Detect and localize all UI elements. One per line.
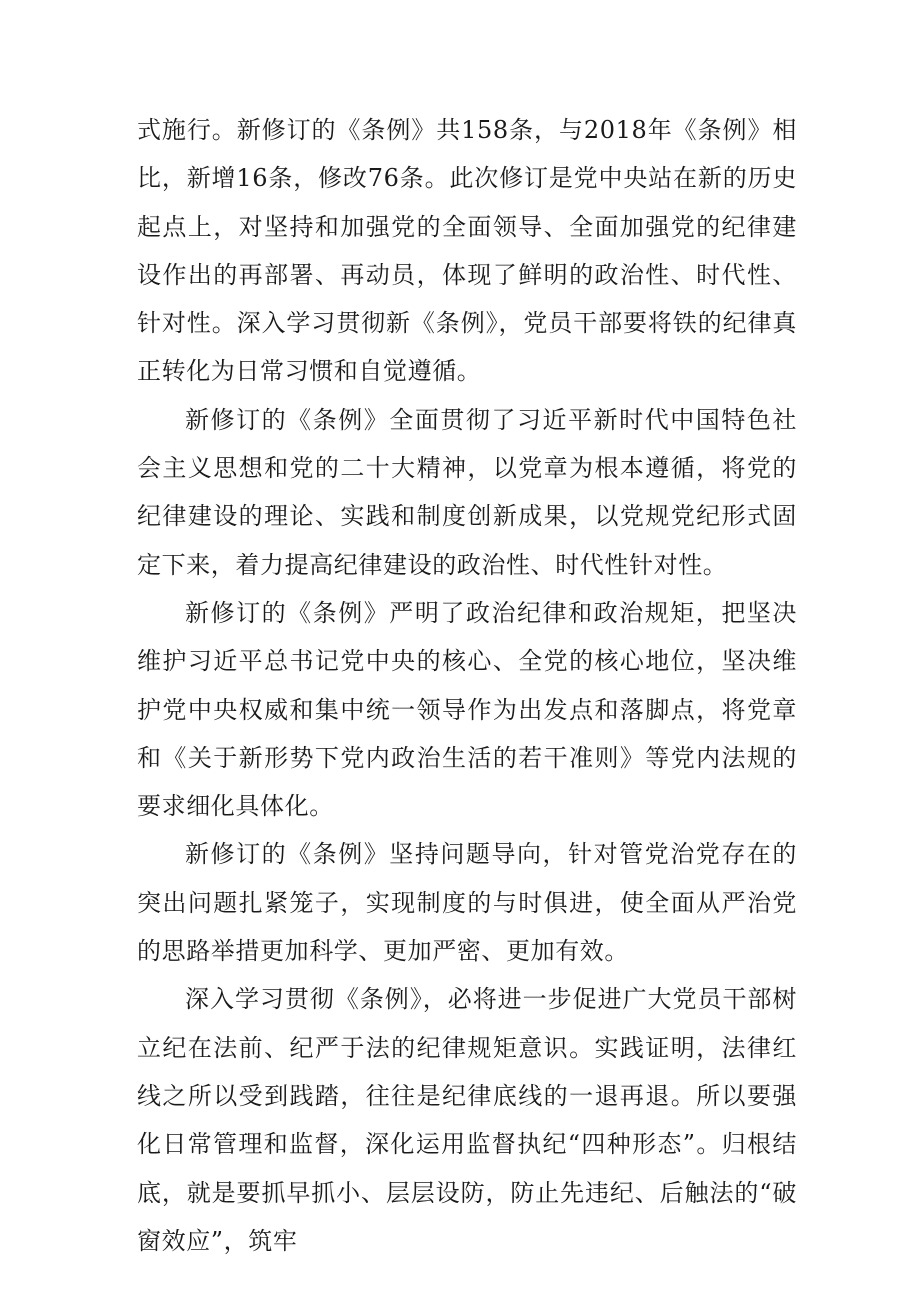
paragraph-political-discipline: 新修订的《条例》严明了政治纪律和政治规矩，把坚决维护习近平总书记党中央的核心、全党的核心地位，坚决维护党中央权威和集中统一领导作为出发点和落脚点，将党章和《关于新形势下党内政治生活的若干准则》等党内法规的要求细化具体化。: [137, 598, 797, 821]
paragraph-continuation: 式施行。新修订的《条例》共158条，与2018年《条例》相比，新增16条，修改76条。此次修订是党中央站在新的历史起点上，对坚持和加强党的全面领导、全面加强党的纪律建设作出的再部署、再动员，体现了鲜明的政治性、时代性、针对性。深入学习贯彻新《条例》，党员干部要将铁的纪律真正转化为日常习惯和自觉遵循。: [137, 116, 797, 386]
paragraph-problem-orientation: 新修订的《条例》坚持问题导向，针对管党治党存在的突出问题扎紧笼子，实现制度的与时俱进，使全面从严治党的思路举措更加科学、更加严密、更加有效。: [137, 840, 797, 966]
paragraph-study-and-implement: 深入学习贯彻《条例》，必将进一步促进广大党员干部树立纪在法前、纪严于法的纪律规矩意识。实践证明，法律红线之所以受到践踏，往往是纪律底线的一退再退。所以要强化日常管理和监督，深化运用监督执纪“四种形态”。归根结底，就是要抓早抓小、层层设防，防止先违纪、后触法的“破窗效应”，筑牢: [137, 985, 797, 1255]
document-body: [137, 106, 797, 1265]
paragraph-comprehensive-implementation: 新修订的《条例》全面贯彻了习近平新时代中国特色社会主义思想和党的二十大精神，以党章为根本遵循，将党的纪律建设的理论、实践和制度创新成果，以党规党纪形式固定下来，着力提高纪律建设的政治性、时代性针对性。: [137, 405, 797, 579]
